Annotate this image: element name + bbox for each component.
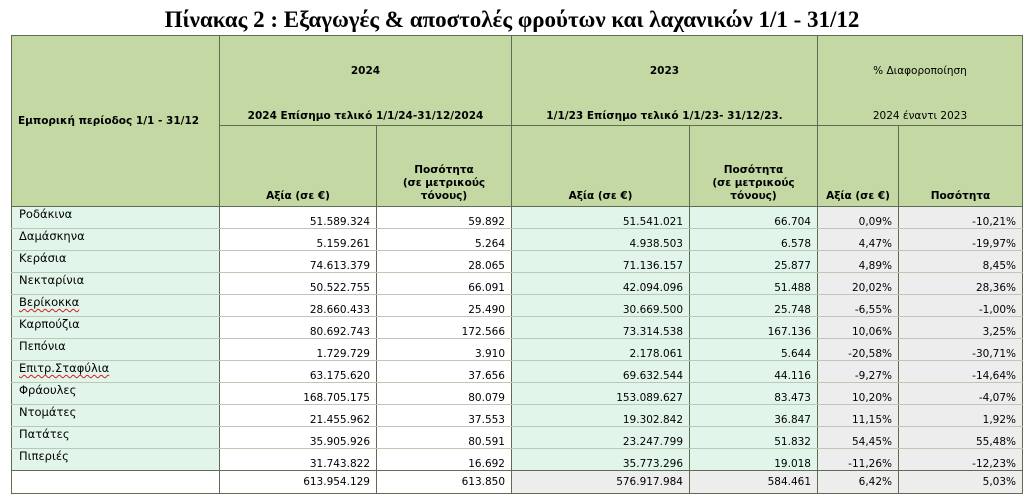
totals-row <box>12 471 1023 494</box>
year-2024-header: 2024 <box>350 65 381 77</box>
value-2023: 51.541.021 <box>512 207 690 229</box>
value-2024: 80.692.743 <box>220 317 377 339</box>
table-row <box>12 339 1023 361</box>
pct-value: -20,58% <box>818 339 899 361</box>
qty-2024: 37.553 <box>377 405 512 427</box>
value-2024: 50.522.755 <box>220 273 377 295</box>
pct-change-header: % Διαφοροποίηση <box>873 65 967 77</box>
pct-value-header: Αξία (σε €) <box>818 126 899 207</box>
value-2024: 51.589.324 <box>220 207 377 229</box>
pct-value: 10,06% <box>818 317 899 339</box>
exports-table <box>11 35 1023 494</box>
total-qty-2023: 584.461 <box>690 471 818 494</box>
value-2024-header: Αξία (σε €) <box>220 126 377 207</box>
pct-qty: 8,45% <box>899 251 1023 273</box>
pct-value: 20,02% <box>818 273 899 295</box>
pct-value: 10,20% <box>818 383 899 405</box>
qty-2023: 167.136 <box>690 317 818 339</box>
qty-2024: 80.591 <box>377 427 512 449</box>
qty-2024: 16.692 <box>377 449 512 471</box>
pct-qty: 28,36% <box>899 273 1023 295</box>
qty-2024: 25.490 <box>377 295 512 317</box>
pct-value: 4,47% <box>818 229 899 251</box>
product-name: Νεκταρίνια <box>12 273 220 295</box>
pct-value: 11,15% <box>818 405 899 427</box>
pct-qty: -30,71% <box>899 339 1023 361</box>
qty-2024: 80.079 <box>377 383 512 405</box>
value-2023: 19.302.842 <box>512 405 690 427</box>
qty-2024: 5.264 <box>377 229 512 251</box>
value-2023: 71.136.157 <box>512 251 690 273</box>
value-2024: 74.613.379 <box>220 251 377 273</box>
pct-qty: -12,23% <box>899 449 1023 471</box>
value-2024: 21.455.962 <box>220 405 377 427</box>
product-name: Ντομάτες <box>12 405 220 427</box>
table-row <box>12 405 1023 427</box>
pct-value: 0,09% <box>818 207 899 229</box>
qty-2024: 172.566 <box>377 317 512 339</box>
qty-2023: 51.488 <box>690 273 818 295</box>
value-2024: 1.729.729 <box>220 339 377 361</box>
qty-2023: 25.748 <box>690 295 818 317</box>
pct-value: -9,27% <box>818 361 899 383</box>
qty-2024: 28.065 <box>377 251 512 273</box>
value-2024: 5.159.261 <box>220 229 377 251</box>
year-2023-subheader: 1/1/23 Επίσημο τελικό 1/1/23- 31/12/23. <box>546 110 783 122</box>
value-2023: 2.178.061 <box>512 339 690 361</box>
pct-value: 54,45% <box>818 427 899 449</box>
value-2023: 35.773.296 <box>512 449 690 471</box>
table-title: Πίνακας 2 : Εξαγωγές & αποστολές φρούτων και λαχανικών 1/1 - 31/12 <box>164 7 860 32</box>
pct-qty: -14,64% <box>899 361 1023 383</box>
product-name: Επιτρ.Σταφύλια <box>19 361 110 375</box>
qty-2023: 6.578 <box>690 229 818 251</box>
qty-2023-header: Ποσότητα (σε μετρικούς τόνους) <box>690 126 818 207</box>
table-row <box>12 229 1023 251</box>
qty-2024: 66.091 <box>377 273 512 295</box>
table-row <box>12 207 1023 229</box>
qty-2023: 5.644 <box>690 339 818 361</box>
table-row <box>12 383 1023 405</box>
year-2024-subheader: 2024 Επίσημο τελικό 1/1/24-31/12/2024 <box>247 110 484 122</box>
value-2023: 69.632.544 <box>512 361 690 383</box>
qty-2023: 66.704 <box>690 207 818 229</box>
table-row <box>12 251 1023 273</box>
total-value-2023: 576.917.984 <box>512 471 690 494</box>
product-name: Κεράσια <box>12 251 220 273</box>
value-2024: 168.705.175 <box>220 383 377 405</box>
pct-qty: -4,07% <box>899 383 1023 405</box>
value-2023: 73.314.538 <box>512 317 690 339</box>
qty-2024: 3.910 <box>377 339 512 361</box>
qty-2023: 25.877 <box>690 251 818 273</box>
pct-qty: -19,97% <box>899 229 1023 251</box>
total-pct-value: 6,42% <box>818 471 899 494</box>
pct-value: -11,26% <box>818 449 899 471</box>
period-header: Εμπορική περίοδος 1/1 - 31/12 <box>12 36 220 207</box>
qty-2024-header: Ποσότητα (σε μετρικούς τόνους) <box>377 126 512 207</box>
pct-qty: -10,21% <box>899 207 1023 229</box>
qty-2024: 59.892 <box>377 207 512 229</box>
product-name: Πατάτες <box>12 427 220 449</box>
product-name: Φράουλες <box>12 383 220 405</box>
value-2023: 4.938.503 <box>512 229 690 251</box>
value-2024: 28.660.433 <box>220 295 377 317</box>
product-name: Ροδάκινα <box>12 207 220 229</box>
totals-label <box>12 471 220 494</box>
value-2023-header: Αξία (σε €) <box>512 126 690 207</box>
pct-qty: 1,92% <box>899 405 1023 427</box>
table-row <box>12 361 1023 383</box>
pct-value: -6,55% <box>818 295 899 317</box>
table-row <box>12 449 1023 471</box>
product-name: Δαμάσκηνα <box>12 229 220 251</box>
qty-2023: 51.832 <box>690 427 818 449</box>
qty-2024: 37.656 <box>377 361 512 383</box>
qty-2023: 44.116 <box>690 361 818 383</box>
product-name: Πιπεριές <box>12 449 220 471</box>
table-row <box>12 273 1023 295</box>
value-2023: 30.669.500 <box>512 295 690 317</box>
pct-change-subheader: 2024 έναντι 2023 <box>872 110 968 122</box>
pct-value: 4,89% <box>818 251 899 273</box>
product-name: Βερίκοκκα <box>19 295 80 309</box>
qty-2023: 36.847 <box>690 405 818 427</box>
value-2023: 42.094.096 <box>512 273 690 295</box>
pct-qty: -1,00% <box>899 295 1023 317</box>
table-row <box>12 295 1023 317</box>
total-pct-qty: 5,03% <box>899 471 1023 494</box>
pct-qty: 3,25% <box>899 317 1023 339</box>
product-name: Καρπούζια <box>12 317 220 339</box>
year-2023-header: 2023 <box>649 65 680 77</box>
total-value-2024: 613.954.129 <box>220 471 377 494</box>
value-2023: 23.247.799 <box>512 427 690 449</box>
table-row <box>12 317 1023 339</box>
value-2024: 63.175.620 <box>220 361 377 383</box>
qty-2023: 83.473 <box>690 383 818 405</box>
value-2024: 35.905.926 <box>220 427 377 449</box>
value-2023: 153.089.627 <box>512 383 690 405</box>
table-row <box>12 427 1023 449</box>
pct-qty: 55,48% <box>899 427 1023 449</box>
product-name: Πεπόνια <box>12 339 220 361</box>
value-2024: 31.743.822 <box>220 449 377 471</box>
total-qty-2024: 613.850 <box>377 471 512 494</box>
pct-qty-header: Ποσότητα <box>899 126 1023 207</box>
qty-2023: 19.018 <box>690 449 818 471</box>
